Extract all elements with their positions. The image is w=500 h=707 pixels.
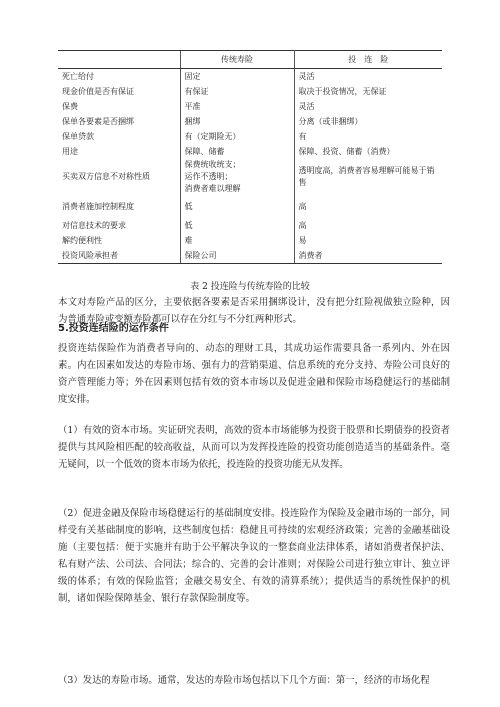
table-row xyxy=(58,129,442,144)
table-cell: 灵活 xyxy=(298,101,315,111)
table-cell: 投资风险承担者 xyxy=(58,248,180,264)
table-cell: 难 xyxy=(180,233,294,248)
table-cell: 保障、投资、储蓄（消费） xyxy=(298,146,395,156)
table-row xyxy=(58,195,442,218)
table-header-cell: 传统寿险 xyxy=(180,51,294,69)
table-header-cell: 投 连 险 xyxy=(294,51,442,69)
table-cell: 现金价值是否有保证 xyxy=(62,86,134,96)
table-cell: 消费者 xyxy=(294,248,442,264)
table-cell: 有保证 xyxy=(180,84,294,99)
table-cell: 消费者施加控制程度 xyxy=(62,201,134,211)
table-cell: 低 xyxy=(180,218,294,233)
table-cell: 分离（或非捆绑） xyxy=(298,116,363,126)
paragraph: （1）有效的资本市场。实证研究表明，高效的资本市场能够为投资于股票和长期债券的投资者提供与其风险相匹配的较高收益，从而可以为发挥投连险的投资功能创造适当的基础条件。毫无疑问，以一个低效的资本市场为依托，投连险的投资功能无从发挥。 xyxy=(58,425,450,470)
table-cell: 对信息技术的要求 xyxy=(62,220,126,230)
table-cell: 有 xyxy=(298,131,307,141)
table-cell: 取决于投资情况，无保证 xyxy=(298,86,387,96)
table-header-cell xyxy=(58,51,180,69)
paragraph: （2）促进金融及保险市场稳健运行的基础制度安排。投连险作为保险及金融市场的一部分，同样受有关基础制度的影响，这些制度包括：稳健且可持续的宏观经济政策；完善的金融基础设施（主要包括：便于实施并有助于公平解决争议的一整套商业法律体系，诸如消费者保护法、私有财产法、公司法、合同法；综合的、完善的会计准则；对保险公司进行独立审计、独立评级的体系；有效的保险监管；金融交易安全、有效的清算系统）；提供适当的系统性保护的机制，诸如保险保障基金、银行存款保险制度等。 xyxy=(58,508,450,604)
paragraph: 投资连结保险作为消费者导向的、动态的理财工具，其成功运作需要具备一系列内、外在因素。内在因素如发达的寿险市场、强有力的营销渠道、信息系统的充分支持、寿险公司良好的资产管理能力等；外在因素则包括有效的资本市场以及促进金融和保险市场稳健运行的基础制度安排。 xyxy=(58,343,450,405)
table-row xyxy=(58,84,442,99)
table-row xyxy=(58,69,442,85)
table-cell: 保费 xyxy=(62,101,78,111)
table-cell: 高 xyxy=(298,201,307,211)
paragraph: 本文对寿险产品的区分，主要依据各要素是否采用捆绑设计，没有把分红险视做独立险种，因为普通寿险或变额寿险都可以存在分红与不分红两种形式。 xyxy=(58,297,450,325)
table-cell: 有（定期险无） xyxy=(180,129,294,144)
table-cell: 捆绑 xyxy=(180,114,294,129)
table-row xyxy=(58,218,442,233)
section-heading: 5.投资连结险的运作条件 xyxy=(58,323,169,334)
table-cell: 用途 xyxy=(62,146,78,156)
table-row xyxy=(58,99,442,114)
table-cell: 买卖双方信息不对称性质 xyxy=(62,172,150,181)
table-row xyxy=(58,144,442,159)
table-cell: 高 xyxy=(298,220,307,230)
table-cell: 透明度高，消费者容易理解可能易于销售 xyxy=(298,166,435,187)
table-row xyxy=(58,248,442,264)
table-cell: 解约便利性 xyxy=(62,235,102,245)
table-cell: 固定 xyxy=(180,69,294,85)
table-cell: 保单贷款 xyxy=(62,131,94,141)
table-row xyxy=(58,114,442,129)
table-cell: 保险公司 xyxy=(180,248,294,264)
table-caption: 表 2 投连险与传统寿险的比较 xyxy=(190,282,310,292)
table-cell: 死亡给付 xyxy=(62,71,94,81)
table-cell: 易 xyxy=(298,235,307,245)
table-row xyxy=(58,159,442,195)
table-cell: 低 xyxy=(180,195,294,218)
table-header-row xyxy=(58,51,442,69)
table-cell: 平准 xyxy=(180,99,294,114)
table-cell: 灵活 xyxy=(298,71,315,81)
comparison-table xyxy=(58,50,442,264)
table-cell: 保费统收统支； 运作不透明； 消费者难以理解 xyxy=(180,159,294,195)
table-row xyxy=(58,233,442,248)
table-cell: 保障、储蓄 xyxy=(180,144,294,159)
paragraph: （3）发达的寿险市场。通常，发达的寿险市场包括以下几个方面：第一，经济的市场化程 xyxy=(58,675,430,686)
table-cell: 保单各要素是否捆绑 xyxy=(62,116,134,126)
